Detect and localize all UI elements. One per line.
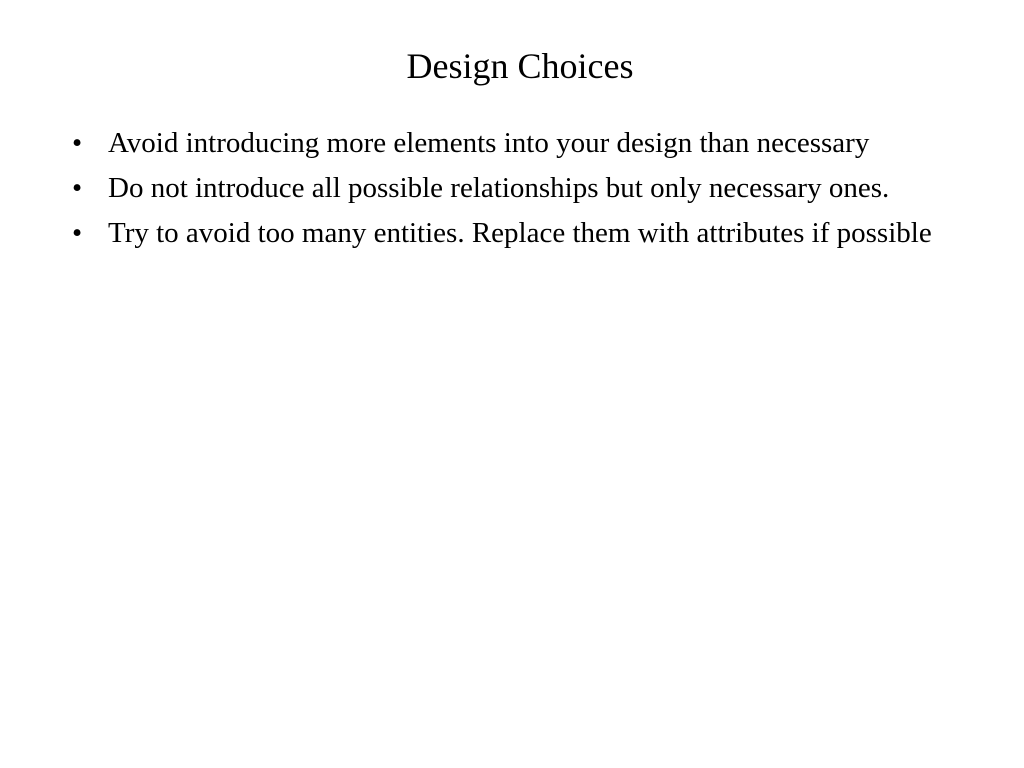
bullet-text-1: Avoid introducing more elements into your design than necessary <box>108 127 870 159</box>
bullet-item-3 <box>72 214 972 252</box>
bullet-text-2: Do not introduce all possible relationships but only necessary ones. <box>108 172 890 204</box>
bullet-icon: • <box>72 172 83 204</box>
bullet-icon: • <box>72 127 83 159</box>
bullet-list <box>72 124 972 259</box>
slide-title: Design Choices <box>406 46 634 86</box>
bullet-item-1 <box>72 124 972 162</box>
bullet-text-3: Try to avoid too many entities. Replace them with attributes if possible <box>108 217 932 249</box>
bullet-item-2 <box>72 169 972 207</box>
bullet-icon: • <box>72 217 83 249</box>
